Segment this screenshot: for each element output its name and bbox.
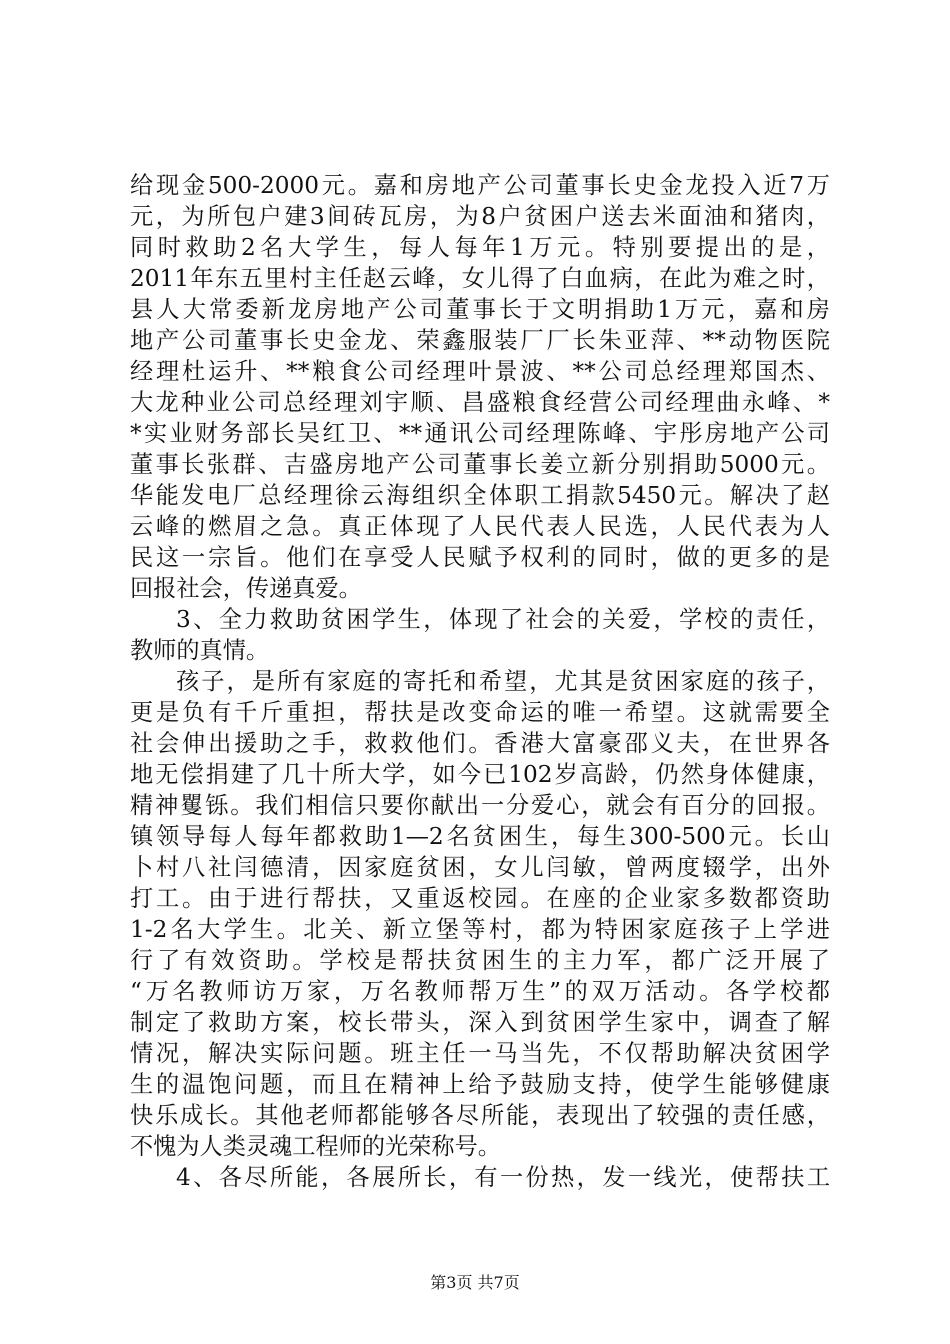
- section-heading-3: 3、全力救助贫困学生，体现了社会的关爱，学校的责任，: [176, 606, 830, 633]
- text-line: 给现金500-2000元。嘉和房地产公司董事长史金龙投入近7万: [130, 172, 830, 199]
- section-heading-4: 4、各尽所能，各展所长，有一份热，发一线光，使帮扶工: [176, 1164, 830, 1191]
- text-line: “万名教师访万家，万名教师帮万生”的双万活动。各学校都: [130, 978, 830, 1005]
- text-line: 行了有效资助。学校是帮扶贫困生的主力军，都广泛开展了: [130, 947, 830, 974]
- text-line: 生的温饱问题，而且在精神上给予鼓励支持，使学生能够健康: [130, 1071, 830, 1098]
- text-line: 1-2名大学生。北关、新立堡等村，都为特困家庭孩子上学进: [130, 916, 830, 943]
- text-line: 快乐成长。其他老师都能够各尽所能，表现出了较强的责任感，: [130, 1102, 830, 1129]
- document-body: [130, 170, 830, 1193]
- section-heading-3-cont: 教师的真情。: [130, 637, 270, 664]
- text-line: 2011年东五里村主任赵云峰，女儿得了白血病，在此为难之时，: [130, 265, 830, 292]
- text-line: 民这一宗旨。他们在享受人民赋予权利的同时，做的更多的是: [130, 544, 830, 571]
- text-line: 精神矍铄。我们相信只要你献出一分爱心，就会有百分的回报。: [130, 792, 830, 819]
- page-number-footer: 第3页 共7页: [430, 1273, 520, 1292]
- text-line: 制定了救助方案，校长带头，深入到贫困学生家中，调查了解: [130, 1009, 830, 1036]
- text-line: 社会伸出援助之手，救救他们。香港大富豪邵义夫，在世界各: [130, 730, 830, 757]
- text-line: 地无偿捐建了几十所大学，如今已102岁高龄，仍然身体健康，: [130, 761, 830, 788]
- text-line: 同时救助2名大学生，每人每年1万元。特别要提出的是，: [130, 234, 830, 261]
- text-line: 更是负有千斤重担，帮扶是改变命运的唯一希望。这就需要全: [130, 699, 830, 726]
- text-line: 董事长张群、吉盛房地产公司董事长姜立新分别捐助5000元。: [130, 451, 830, 478]
- paragraph-start: 孩子，是所有家庭的寄托和希望，尤其是贫困家庭的孩子，: [176, 668, 830, 695]
- text-line: 卜村八社闫德清，因家庭贫困，女儿闫敏，曾两度辍学，出外: [130, 854, 830, 881]
- text-line: 情况，解决实际问题。班主任一马当先，不仅帮助解决贫困学: [130, 1040, 830, 1067]
- text-line: 回报社会，传递真爱。: [130, 575, 362, 602]
- text-line: 大龙种业公司总经理刘宇顺、昌盛粮食经营公司经理曲永峰、*: [130, 389, 830, 416]
- text-line: 华能发电厂总经理徐云海组织全体职工捐款5450元。解决了赵: [130, 482, 830, 509]
- text-line: 元，为所包户建3间砖瓦房，为8户贫困户送去米面油和猪肉，: [130, 203, 830, 230]
- text-line: 打工。由于进行帮扶，又重返校园。在座的企业家多数都资助: [130, 885, 830, 912]
- text-line: 地产公司董事长史金龙、荣鑫服装厂厂长朱亚萍、**动物医院: [130, 327, 830, 354]
- text-line: *实业财务部长吴红卫、**通讯公司经理陈峰、宇彤房地产公司: [130, 420, 830, 447]
- text-line: 不愧为人类灵魂工程师的光荣称号。: [130, 1133, 501, 1160]
- text-line: 云峰的燃眉之急。真正体现了人民代表人民选，人民代表为人: [130, 513, 830, 540]
- text-line: 镇领导每人每年都救助1—2名贫困生，每生300-500元。长山: [130, 823, 830, 850]
- text-line: 经理杜运升、**粮食公司经理叶景波、**公司总经理郑国杰、: [130, 358, 830, 385]
- text-line: 县人大常委新龙房地产公司董事长于文明捐助1万元，嘉和房: [130, 296, 830, 323]
